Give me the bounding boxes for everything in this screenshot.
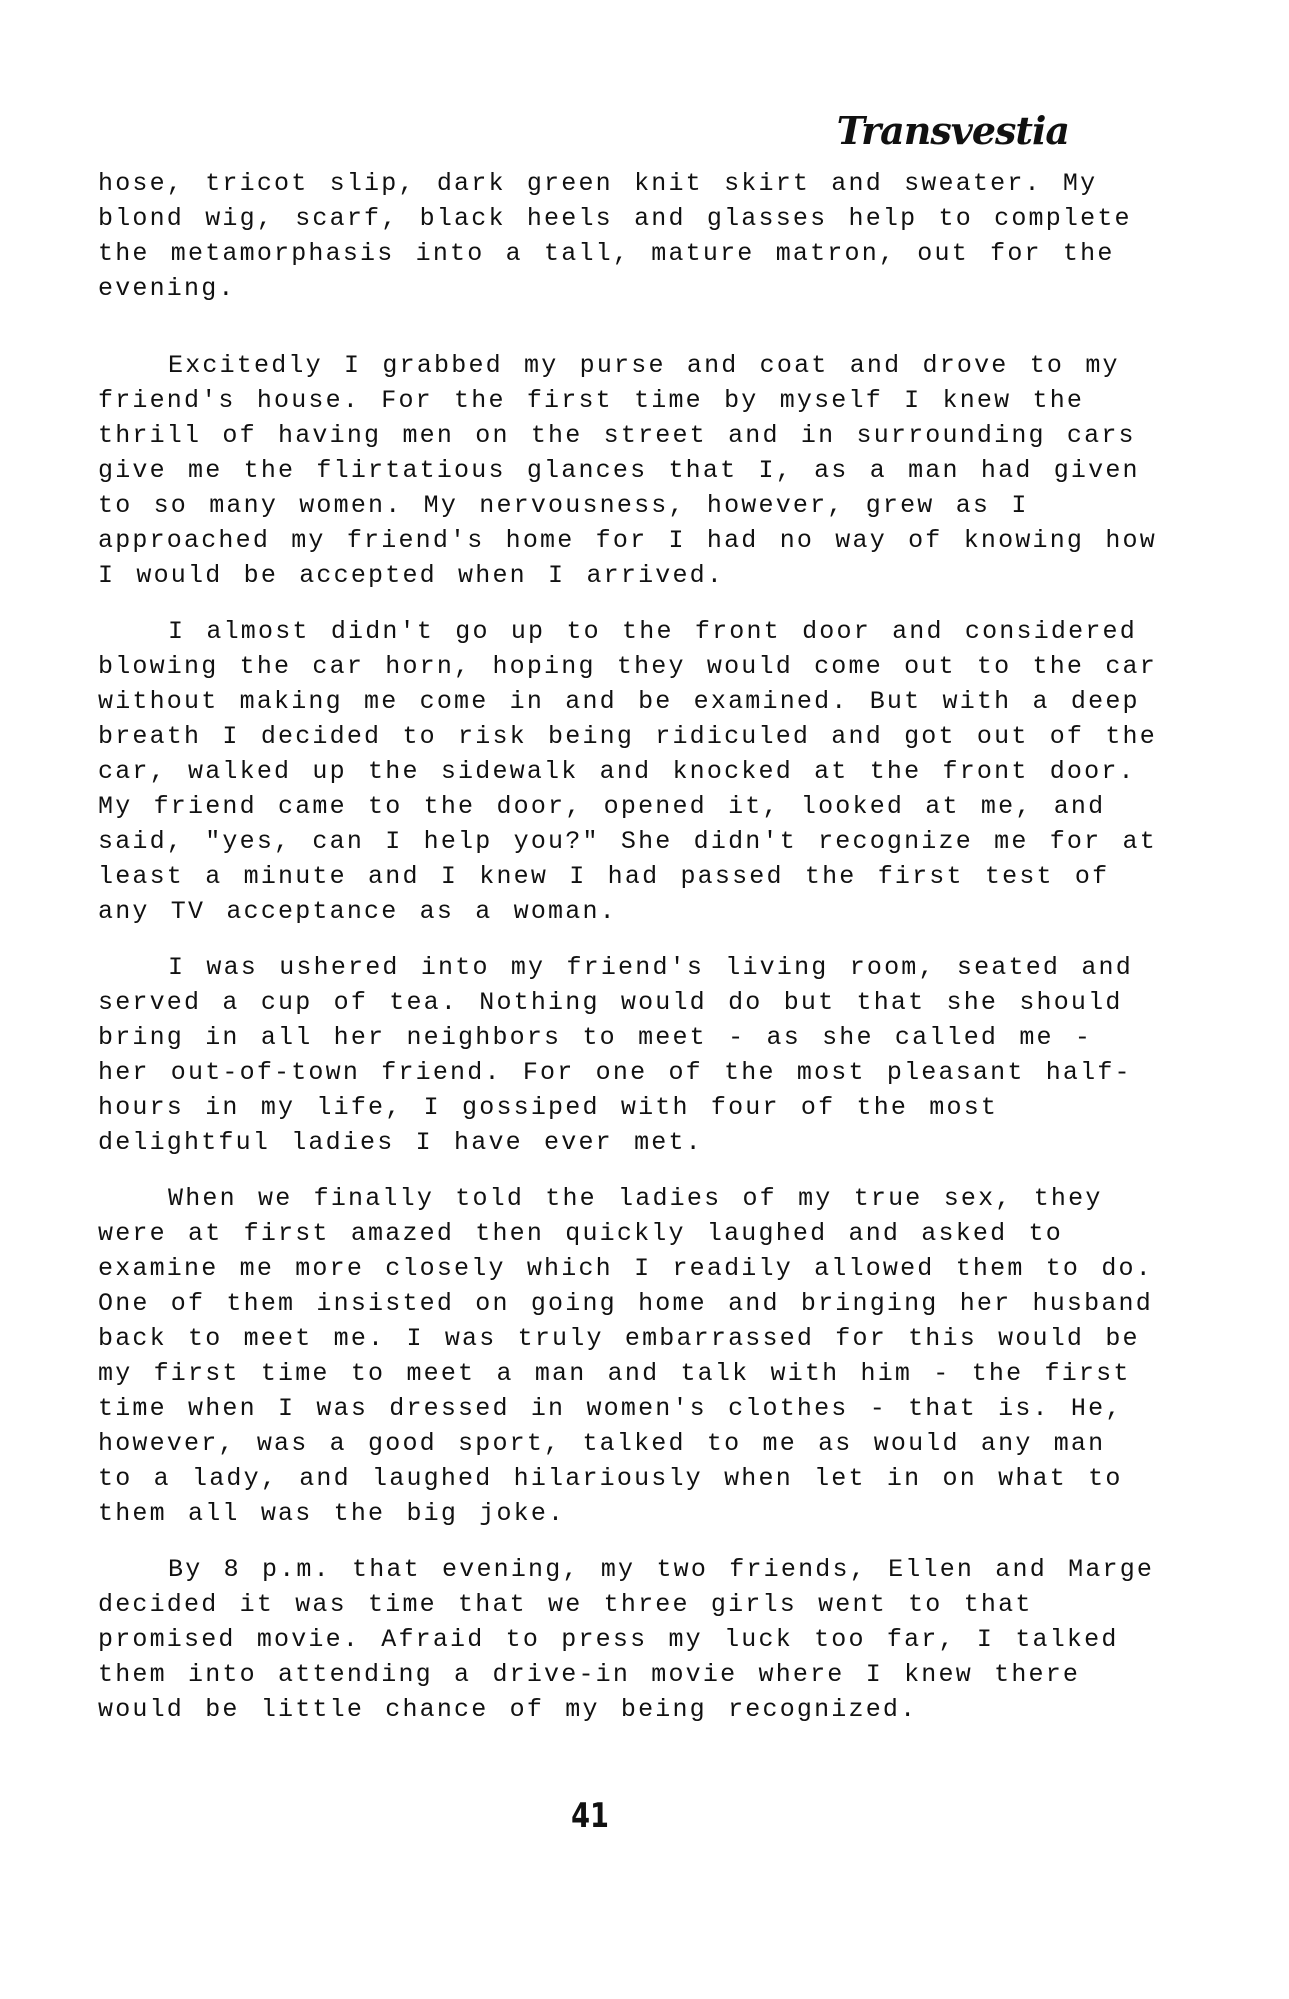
paragraph-4: I was ushered into my friend's living room, seated and served a cup of tea. Nothing would do but that she should bring in all her neighbors to meet - as she called me - her out-of-town friend. For one of the most pleasant half-hours in my life, I gossiped with four of the most delightful ladies I have ever met.	[98, 953, 1133, 1157]
article-body	[98, 166, 1158, 1748]
page-number: 41	[571, 1796, 609, 1836]
magazine-title: Transvestia	[836, 108, 1069, 153]
paragraph-2: Excitedly I grabbed my purse and coat and drove to my friend's house. For the first time by myself I knew the thrill of having men on the street and in surrounding cars give me the flirtatious glances that I, as a man had given to so many women. My nervousness, however, grew as I approached my friend's home for I had no way of knowing how I would be accepted when I arrived.	[98, 351, 1157, 590]
paragraph-6: By 8 p.m. that evening, my two friends, Ellen and Marge decided it was time that we three girls went to that promised movie. Afraid to press my luck too far, I talked them into attending a drive-in movie where I knew there would be little chance of my being recognized.	[98, 1555, 1155, 1724]
paragraph-3: I almost didn't go up to the front door and considered blowing the car horn, hoping they would come out to the car without making me come in and be examined. But with a deep breath I decided to risk being ridiculed and got out of the car, walked up the sidewalk and knocked at the front door. My friend came to the door, opened it, looked at me, and said, "yes, can I help you?" She didn't recognize me for at least a minute and I knew I had passed the first test of any TV acceptance as a woman.	[98, 617, 1157, 926]
paragraph-5: When we finally told the ladies of my true sex, they were at first amazed then quickly laughed and asked to examine me more closely which I readily allowed them to do. One of them insisted on going home and bringing her husband back to meet me. I was truly embarrassed for this would be my first time to meet a man and talk with him - the first time when I was dressed in women's clothes - that is. He, however, was a good sport, talked to me as would any man to a lady, and laughed hilariously when let in on what to them all was the big joke.	[98, 1184, 1153, 1528]
paragraph-1: hose, tricot slip, dark green knit skirt and sweater. My blond wig, scarf, black heels and glasses help to complete the metamorphasis into a tall, mature matron, out for the evening.	[98, 169, 1132, 303]
